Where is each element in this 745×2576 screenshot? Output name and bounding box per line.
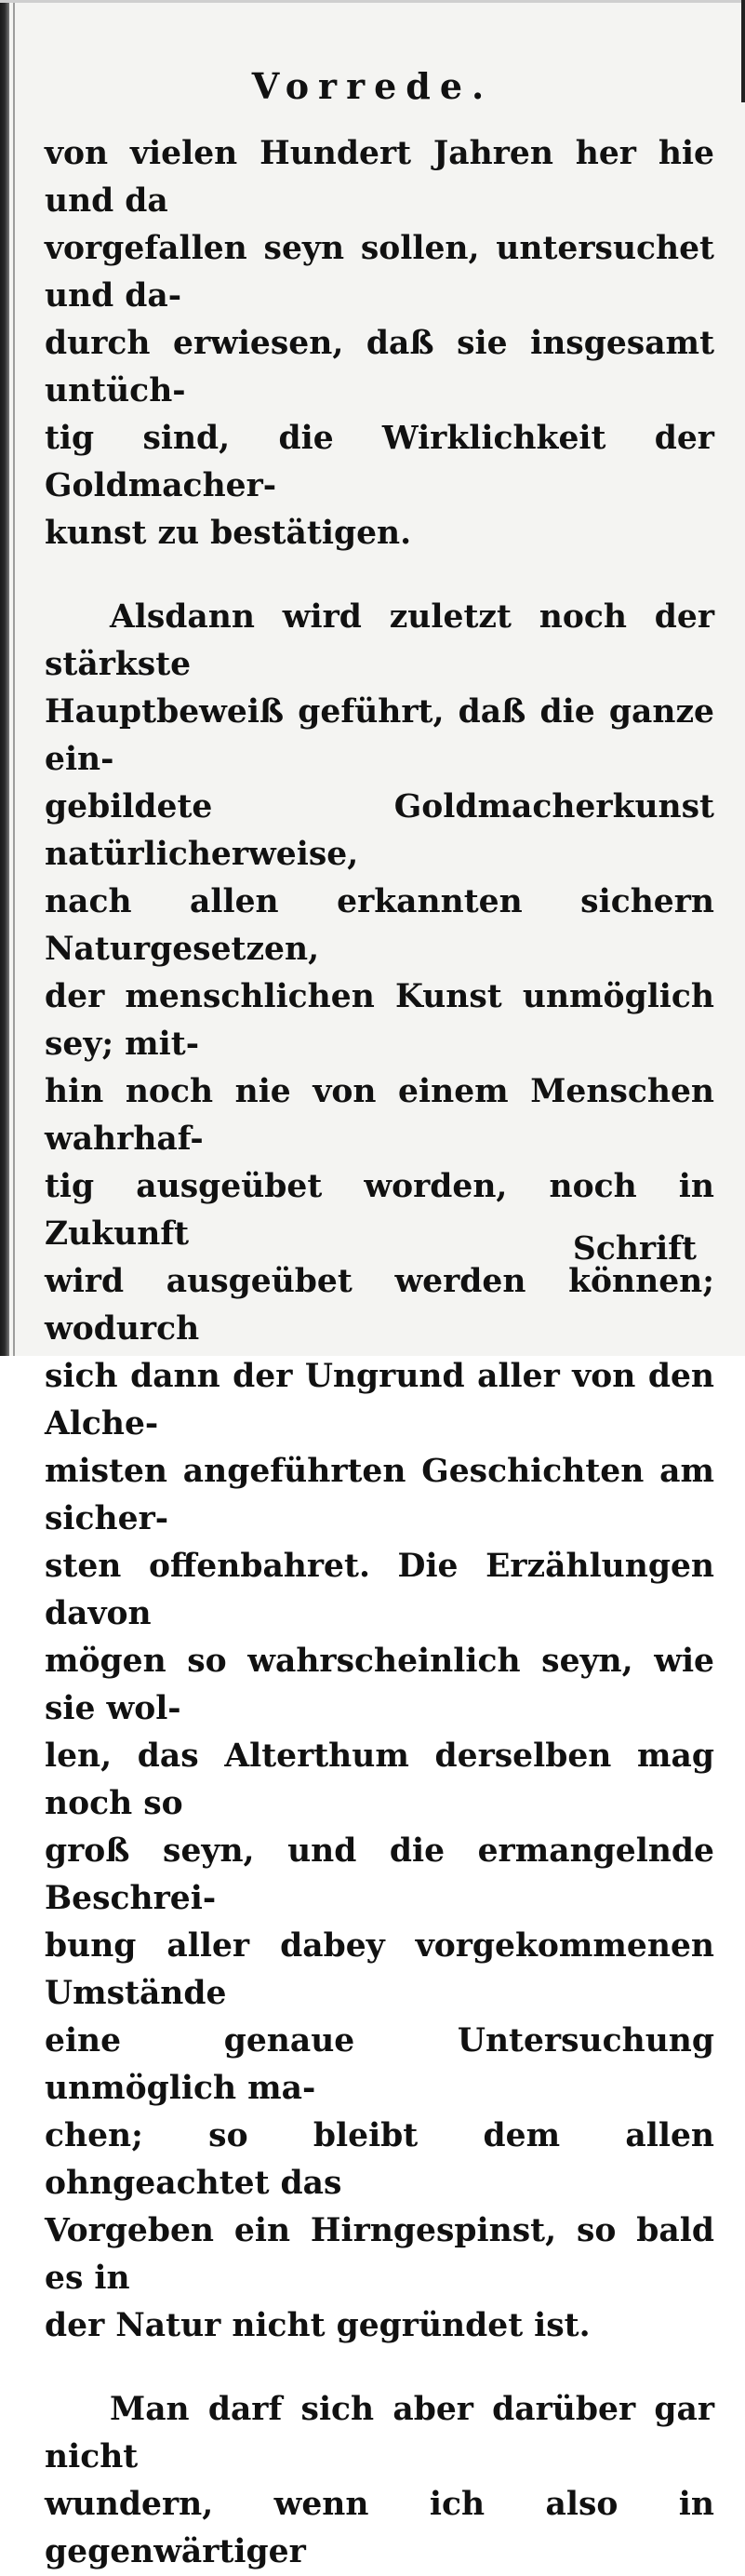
- text-line: der menschlichen Kunst unmöglich sey; mit-: [45, 978, 714, 1063]
- text-line: sich dann der Ungrund aller von den Alche-: [45, 1358, 714, 1442]
- text-line: eine genaue Untersuchung unmöglich ma-: [45, 2022, 714, 2107]
- text-line: Man darf sich aber darüber gar nicht: [45, 2391, 714, 2475]
- text-line: mögen so wahrscheinlich seyn, wie sie wol-: [45, 1643, 714, 1727]
- text-line: tig sind, die Wirklichkeit der Goldmacher-: [45, 420, 714, 504]
- running-head: Vorrede.: [251, 65, 494, 107]
- text-line: wird ausgeübet werden können; wodurch: [45, 1263, 714, 1348]
- text-line: Vorgeben ein Hirngespinst, so bald es in: [45, 2212, 714, 2297]
- body-text: [45, 130, 714, 2576]
- text-line: von vielen Hundert Jahren her hie und da: [45, 135, 714, 220]
- text-line: misten angeführten Geschichten am sicher-: [45, 1453, 714, 1537]
- text-line: chen; so bleibt dem allen ohngeachtet das: [45, 2117, 714, 2202]
- text-line: nach allen erkannten sichern Naturgesetzen,: [45, 883, 714, 968]
- text-line: hin noch nie von einem Menschen wahrhaf-: [45, 1073, 714, 1158]
- catchword: Schrift: [572, 1230, 697, 1268]
- text-line: der Natur nicht gegründet ist.: [45, 2307, 591, 2344]
- text-line: gebildete Goldmacherkunst natürlicherweise,: [45, 788, 714, 873]
- text-line: durch erwiesen, daß sie insgesamt untüch-: [45, 325, 714, 409]
- text-line: tig ausgeübet worden, noch in Zukunft: [45, 1168, 714, 1253]
- text-line: sten offenbahret. Die Erzählungen davon: [45, 1548, 714, 1632]
- text-line: vorgefallen seyn sollen, untersuchet und da-: [45, 230, 714, 315]
- text-line: wundern, wenn ich also in gegenwärtiger: [45, 2486, 714, 2570]
- page-top-edge: [0, 0, 745, 3]
- text-line: groß seyn, und die ermangelnde Beschrei-: [45, 1832, 714, 1917]
- text-line: len, das Alterthum derselben mag noch so: [45, 1737, 714, 1822]
- text-line: kunst zu bestätigen.: [45, 515, 412, 552]
- text-line: Hauptbeweiß geführt, daß die ganze ein-: [45, 693, 714, 778]
- text-line: bung aller dabey vorgekommenen Umstände: [45, 1927, 714, 2012]
- binding-gutter: [0, 0, 9, 1356]
- paragraph-2: [45, 594, 714, 2350]
- gutter-shadow-line: [13, 0, 15, 1356]
- paragraph-1: [45, 130, 714, 557]
- paragraph-3: [45, 2386, 714, 2576]
- text-line: Alsdann wird zuletzt noch der stärkste: [45, 598, 714, 683]
